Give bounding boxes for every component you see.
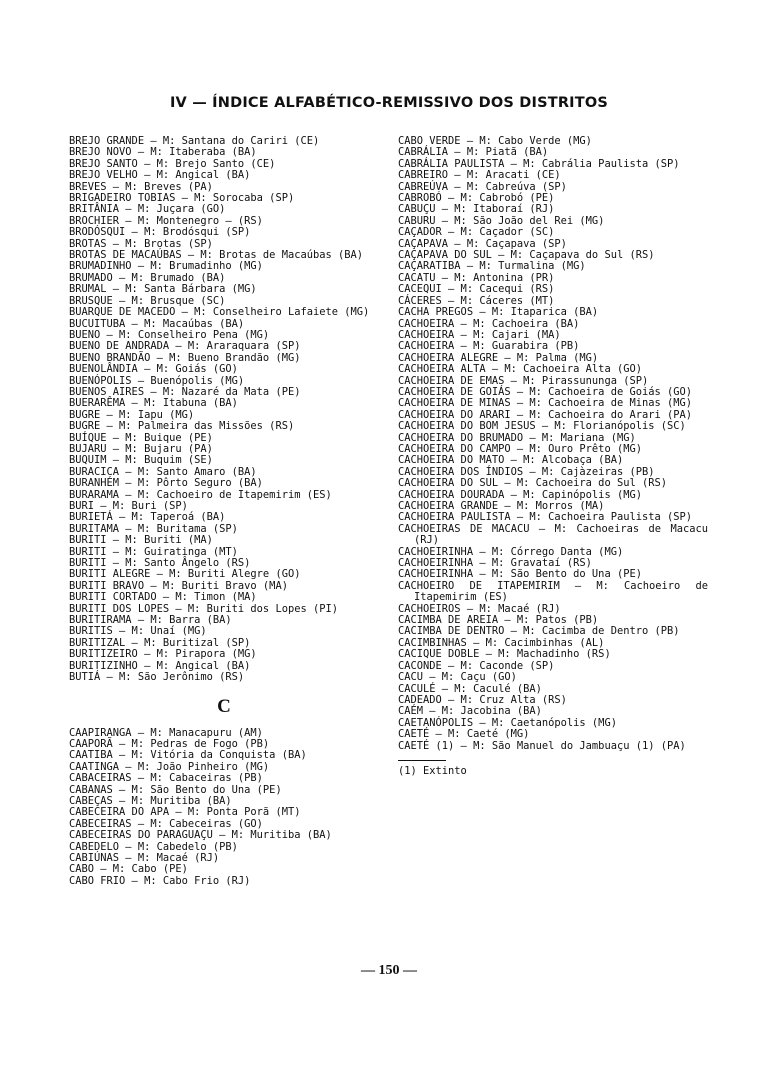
index-entry: BRUMADO — M: Brumado (BA)	[69, 271, 226, 284]
index-entry: CACHOEIRA — M: Cachoeira (BA)	[398, 317, 580, 330]
index-entry: BUTIÁ — M: São Jerônimo (RS)	[69, 671, 245, 684]
index-entry: BUENO DE ANDRADA — M: Araraquara (SP)	[69, 340, 301, 353]
index-entry: BURARAMA — M: Cachoeiro de Itapemirim (ES)	[69, 488, 332, 501]
index-entry: BRUSQUE — M: Brusque (SC)	[69, 294, 226, 307]
index-entry: CACHOEIRA DO ARARI — M: Cachoeira do Arari (PA)	[398, 408, 693, 421]
index-entry: CAAPIRANGA — M: Manacapuru (AM)	[69, 726, 263, 739]
index-entry: CABECEIRAS — M: Cabeceiras (GO)	[69, 817, 263, 830]
index-entry: CACHA PREGOS — M: Itaparica (BA)	[398, 306, 599, 319]
index-entry: BREJO GRANDE — M: Santana do Cariri (CE)	[69, 135, 320, 147]
index-entry: BRIGADEIRO TOBIAS — M: Sorocaba (SP)	[69, 192, 295, 205]
index-entry: CAETÉ (1) — M: São Manuel do Jambuaçu (1) (PA)	[398, 739, 686, 752]
index-entry: CABO — M: Cabo (PE)	[69, 863, 188, 876]
index-entry: BURITIS — M: Unaí (MG)	[69, 625, 207, 638]
index-entry: CACIQUE DOBLE — M: Machadinho (RS)	[398, 648, 611, 661]
index-entry: BRODÓSQUI — M: Brodósqui (SP)	[69, 226, 251, 239]
index-entry: CAÇARATIBA — M: Turmalina (MG)	[398, 260, 586, 273]
index-entry: CACULÉ — M: Caculé (BA)	[398, 682, 542, 695]
index-entry: BUARQUE DE MACEDO — M: Conselheiro Lafaiete (MG)	[69, 306, 370, 319]
index-entry: CACHOEIRA — M: Cajari (MA)	[398, 328, 561, 341]
index-entry: BURITIZINHO — M: Angical (BA)	[69, 659, 251, 672]
index-entry: BUENOS AIRES — M: Nazaré da Mata (PE)	[69, 385, 301, 398]
page-title: IV — ÍNDICE ALFABÉTICO-REMISSIVO DOS DISTRITOS	[169, 95, 609, 111]
index-entry: BUGRE — M: Iapu (MG)	[69, 408, 195, 421]
index-entry: CAÇAPAVA DO SUL — M: Caçapava do Sul (RS)	[398, 249, 655, 262]
right-column	[398, 136, 708, 777]
left-entries-b	[69, 136, 379, 684]
index-entry: CAETÉ — M: Caeté (MG)	[398, 728, 530, 741]
index-entry: BRUMAL — M: Santa Bárbara (MG)	[69, 283, 257, 296]
index-entry: BUENO BRANDÃO — M: Bueno Brandão (MG)	[69, 351, 301, 364]
index-entry: CABIÚNAS — M: Macaé (RJ)	[69, 851, 220, 864]
index-entry: BREJO VELHO — M: Angical (BA)	[69, 169, 251, 182]
index-entry: CACIMBA DE AREIA — M: Patos (PB)	[398, 614, 599, 627]
index-entry: CABEDELO — M: Cabedelo (PB)	[69, 840, 238, 853]
index-entry: CACHOEIRINHA — M: Gravataí (RS)	[398, 557, 592, 570]
index-entry: CABO VERDE — M: Cabo Verde (MG)	[398, 135, 592, 147]
index-entry: CACIMBINHAS — M: Cacimbinhas (AL)	[398, 636, 605, 649]
index-entry: BRUMADINHO — M: Brumadinho (MG)	[69, 260, 263, 273]
index-entry: CABROBÓ — M: Cabrobó (PE)	[398, 192, 555, 205]
index-entry: CACHOEIRINHA — M: Córrego Danta (MG)	[398, 545, 624, 558]
index-entry: CABEÇAS — M: Muritiba (BA)	[69, 794, 232, 807]
index-entry: CABACEIRAS — M: Cabaceiras (PB)	[69, 772, 263, 785]
index-entry: CACHOEIRA DOS ÍNDIOS — M: Cajàzeiras (PB)	[398, 465, 655, 478]
index-entry: BURITAMA — M: Buritama (SP)	[69, 522, 238, 535]
left-entries-c	[69, 728, 379, 888]
right-entries	[398, 136, 708, 752]
index-entry: BURITI — M: Guiratinga (MT)	[69, 545, 238, 558]
index-entry: BURI — M: Buri (SP)	[69, 500, 188, 512]
index-entry: CACIMBA DE DENTRO — M: Cacimba de Dentro (PB)	[398, 625, 680, 638]
index-entry: CACHOEIRA DE EMAS — M: Pirassununga (SP)	[398, 374, 649, 387]
index-entry: CAÇADOR — M: Caçador (SC)	[398, 226, 555, 239]
index-entry: BUCUITUBA — M: Macaúbas (BA)	[69, 317, 245, 330]
index-entry: BRITÂNIA — M: Juçara (GO)	[69, 203, 226, 216]
index-entry: CAÉM — M: Jacobina (BA)	[398, 705, 542, 718]
index-entry: CABO FRIO — M: Cabo Frio (RJ)	[69, 874, 251, 887]
index-entry: CAÇAPAVA — M: Caçapava (SP)	[398, 237, 567, 250]
index-entry: CACHOEIRA DE MINAS — M: Cachoeira de Minas (MG)	[398, 397, 693, 410]
left-column	[69, 136, 379, 887]
index-entry: CAATIBA — M: Vitória da Conquista (BA)	[69, 749, 307, 762]
index-entry: BURITIZAL — M: Buritizal (SP)	[69, 636, 251, 649]
index-entry: BUÍQUE — M: Buique (PE)	[69, 431, 213, 444]
index-entry: CACU — M: Caçu (GO)	[398, 671, 517, 684]
index-entry: CACHOEIRA ALTA — M: Cachoeira Alta (GO)	[398, 363, 642, 376]
index-entry: BROCHIER — M: Montenegro — (RS)	[69, 214, 263, 227]
index-entry: BREJO SANTO — M: Brejo Santo (CE)	[69, 157, 276, 170]
index-entry: CACHOEIRO DE ITAPEMIRIM — M: Cachoeiro de Itapemirim (ES)	[398, 579, 708, 604]
section-letter: C	[217, 695, 231, 717]
index-entry: CAETANÓPOLIS — M: Caetanópolis (MG)	[398, 716, 617, 729]
index-entry: CABECEIRAS DO PARAGUAÇU — M: Muritiba (BA)	[69, 829, 332, 842]
index-entry: CABRÁLIA PAULISTA — M: Cabrália Paulista (SP)	[398, 157, 680, 170]
index-entry: CACHOEIRA ALEGRE — M: Palma (MG)	[398, 351, 599, 364]
index-entry: CABANAS — M: São Bento do Una (PE)	[69, 783, 282, 796]
index-entry: BURITI BRAVO — M: Buriti Bravo (MA)	[69, 579, 288, 592]
index-entry: CADEADO — M: Cruz Alta (RS)	[398, 693, 567, 706]
index-entry: CABREIRO — M: Aracati (CE)	[398, 169, 561, 182]
index-entry: BUGRE — M: Palmeira das Missões (RS)	[69, 420, 295, 433]
index-entry: CACHOEIRINHA — M: São Bento do Una (PE)	[398, 568, 642, 581]
index-entry: CAAPORÃ — M: Pedras de Fogo (PB)	[69, 737, 270, 750]
index-entry: BURANHÉM — M: Pôrto Seguro (BA)	[69, 477, 263, 490]
index-entry: BREVES — M: Breves (PA)	[69, 180, 213, 193]
index-entry: BUENOLÂNDIA — M: Goiás (GO)	[69, 363, 238, 376]
index-entry: CACHOEIRAS DE MACACU — M: Cachoeiras de Macacu (RJ)	[398, 522, 708, 547]
index-entry: CACHOEIRA — M: Guarabira (PB)	[398, 340, 580, 353]
index-entry: CACHOEIRA PAULISTA — M: Cachoeira Paulista (SP)	[398, 511, 693, 524]
index-entry: CABECEIRA DO APA — M: Ponta Porã (MT)	[69, 806, 301, 819]
index-entry: BURACICA — M: Santo Amaro (BA)	[69, 465, 257, 478]
footnote-rule	[398, 760, 446, 761]
index-entry: CACHOEIRA DO SUL — M: Cachoeira do Sul (RS)	[398, 477, 667, 490]
index-entry: BUENÓPOLIS — Buenópolis (MG)	[69, 374, 245, 387]
index-entry: CACHOEIRA DO CAMPO — M: Ouro Prêto (MG)	[398, 442, 642, 455]
index-entry: BROTAS — M: Brotas (SP)	[69, 237, 213, 250]
index-entry: BURIETÁ — M: Taperoá (BA)	[69, 511, 226, 524]
index-entry: BREJO NOVO — M: Itaberaba (BA)	[69, 146, 257, 159]
index-entry: CACHOEIRA DO BOM JESUS — M: Florianópolis (SC)	[398, 420, 686, 433]
index-entry: BUJARU — M: Bujaru (PA)	[69, 442, 213, 455]
index-entry: BUQUIM — M: Buquim (SE)	[69, 454, 213, 467]
index-entry: CABURU — M: São João del Rei (MG)	[398, 214, 605, 227]
index-entry: CACHOEIRA DO MATO — M: Alcobaça (BA)	[398, 454, 624, 467]
index-entry: BURITIRAMA — M: Barra (BA)	[69, 614, 232, 627]
index-entry: CACHOEIRA DE GOIÁS — M: Cachoeira de Goiás (GO)	[398, 385, 693, 398]
index-entry: CABUÇU — M: Itaboraí (RJ)	[398, 203, 555, 216]
page-number: — 150 —	[361, 963, 417, 978]
index-entry: CACHOEIRA DO BRUMADO — M: Mariana (MG)	[398, 431, 636, 444]
index-entry: CACONDE — M: Caconde (SP)	[398, 659, 555, 672]
footnote: (1) Extinto	[398, 764, 467, 777]
index-entry: CACHOEIROS — M: Macaé (RJ)	[398, 602, 561, 615]
index-entry: BUENO — M: Conselheiro Pena (MG)	[69, 328, 270, 341]
index-entry: CABRÁLIA — M: Piatã (BA)	[398, 146, 549, 159]
index-entry: CACHOEIRA GRANDE — M: Morros (MA)	[398, 500, 605, 512]
index-entry: CACATU — M: Antonina (PR)	[398, 271, 555, 284]
index-entry: BURITI ALEGRE — M: Buriti Alegre (GO)	[69, 568, 301, 581]
index-entry: BURITI CORTADO — M: Timon (MA)	[69, 591, 257, 604]
index-entry: BURITI DOS LOPES — M: Buriti dos Lopes (PI)	[69, 602, 338, 615]
index-entry: BURITI — M: Santo Ângelo (RS)	[69, 557, 251, 570]
index-entry: CABREÚVA — M: Cabreúva (SP)	[398, 180, 567, 193]
index-entry: CAATINGA — M: João Pinheiro (MG)	[69, 760, 270, 773]
index-entry: BUERARÊMA — M: Itabuna (BA)	[69, 397, 238, 410]
index-entry: CACEQUI — M: Cacequi (RS)	[398, 283, 555, 296]
index-entry: CACHOEIRA DOURADA — M: Capinópolis (MG)	[398, 488, 642, 501]
index-entry: BURITI — M: Buriti (MA)	[69, 534, 213, 547]
index-entry: CÁCERES — M: Cáceres (MT)	[398, 294, 555, 307]
index-entry: BROTAS DE MACAÚBAS — M: Brotas de Macaúbas (BA)	[69, 249, 364, 262]
index-entry: BURITIZEIRO — M: Pirapora (MG)	[69, 648, 257, 661]
